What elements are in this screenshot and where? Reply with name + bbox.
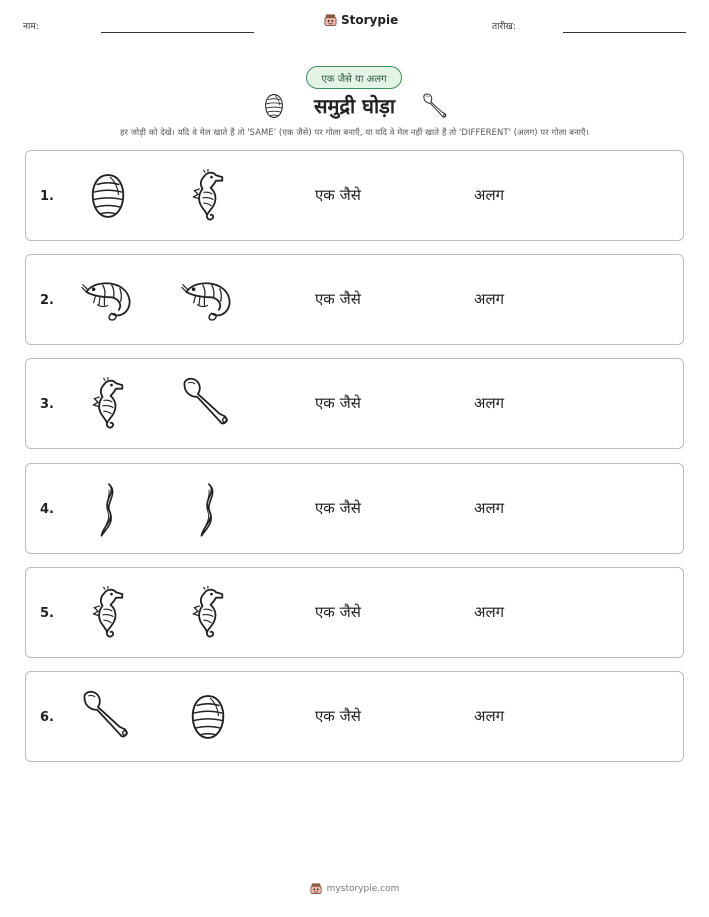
shell-icon <box>89 171 127 221</box>
worksheet-type-badge: एक जैसे या अलग <box>306 66 402 89</box>
option-different[interactable]: अलग <box>474 603 505 621</box>
option-different[interactable]: अलग <box>474 707 505 725</box>
date-label: तारीख: <box>492 22 516 32</box>
option-same[interactable]: एक जैसे <box>315 603 361 621</box>
pair-number: 5. <box>40 606 54 621</box>
pair-row <box>25 671 684 762</box>
option-same[interactable]: एक जैसे <box>315 394 361 412</box>
name-label: नाम: <box>23 22 39 32</box>
name-line[interactable] <box>101 32 254 33</box>
option-same[interactable]: एक जैसे <box>315 499 361 517</box>
option-same[interactable]: एक जैसे <box>315 186 361 204</box>
pair-number: 1. <box>40 189 54 204</box>
option-different[interactable]: अलग <box>474 499 505 517</box>
pair-row <box>25 358 684 449</box>
option-same[interactable]: एक जैसे <box>315 707 361 725</box>
footer-url: mystorypie.com <box>326 883 400 894</box>
date-line[interactable] <box>563 32 686 33</box>
option-different[interactable]: अलग <box>474 290 505 308</box>
pair-number: 4. <box>40 502 54 517</box>
seahorse-icon <box>189 168 225 224</box>
brand-logo <box>324 13 398 27</box>
pair-row <box>25 150 684 241</box>
seahorse-icon <box>89 585 125 641</box>
instructions: हर जोड़ी को देखें। यदि वे मेल खाते हैं तो 'SAME' (एक जैसे) पर गोला बनाएँ, या यदि वे मेल नहीं खाते हैं तो 'DIFFERENT' (अलग) पर गोला बनाएँ। <box>119 127 590 137</box>
pair-number: 6. <box>40 710 54 725</box>
pair-row <box>25 254 684 345</box>
pair-number: 3. <box>40 397 54 412</box>
bone-icon <box>179 374 233 430</box>
pair-number: 2. <box>40 293 54 308</box>
shrimp-icon <box>81 276 135 324</box>
bone-icon <box>79 687 133 743</box>
option-same[interactable]: एक जैसे <box>315 290 361 308</box>
footer <box>0 882 709 895</box>
seaweed-icon <box>195 481 219 539</box>
option-different[interactable]: अलग <box>474 186 505 204</box>
bone-icon <box>421 92 449 120</box>
pair-row <box>25 463 684 554</box>
seahorse-icon <box>189 585 225 641</box>
storypie-logo-icon <box>310 882 322 895</box>
seahorse-icon <box>89 376 125 432</box>
option-different[interactable]: अलग <box>474 394 505 412</box>
page-title: समुद्री घोड़ा <box>313 94 396 118</box>
shell-icon <box>189 692 227 742</box>
seaweed-icon <box>95 481 119 539</box>
shrimp-icon <box>181 276 235 324</box>
pair-row <box>25 567 684 658</box>
storypie-logo-icon <box>324 13 337 27</box>
brand-name: Storypie <box>341 13 399 27</box>
